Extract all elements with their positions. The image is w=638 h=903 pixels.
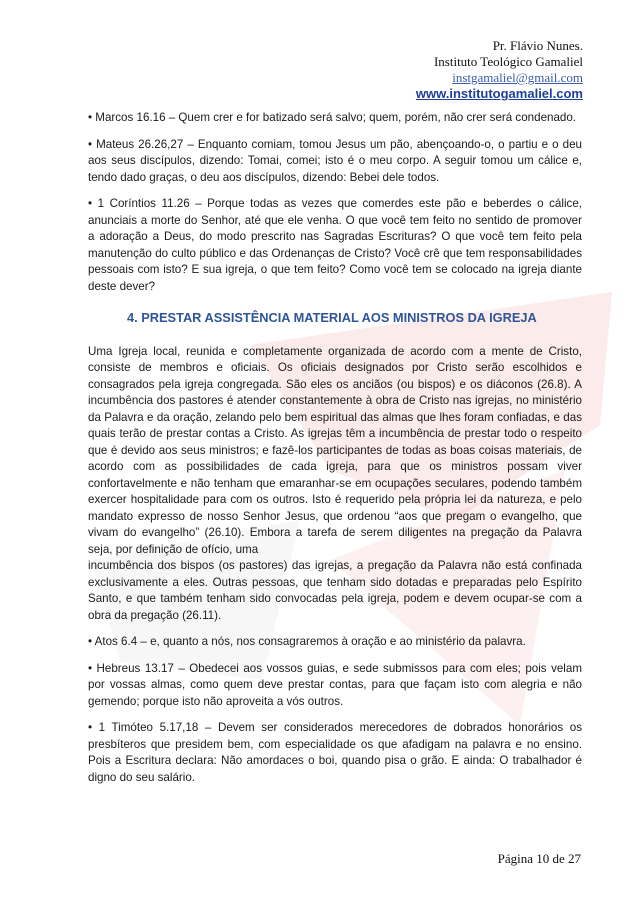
verse-marcos: • Marcos 16.16 – Quem crer e for batizado será salvo; quem, porém, não crer será condenado. (88, 111, 577, 124)
section-paragraph-part2: incumbência dos bispos (os pastores) das igrejas, a pregação da Palavra não está confinada exclusivamente a eles. Outras pessoas, que tenham sido dotadas e preparadas pelo Espírito Santo, e que também tenham sido convocadas pela igreja, podem e devem ocupar-se com a obra da pregação (26.11). (88, 559, 582, 622)
verse-atos: • Atos 6.4 – e, quanto a nós, nos consagraremos à oração e ao ministério da palavra. (88, 635, 526, 648)
verse-corintios: • 1 Coríntios 11.26 – Porque todas as vezes que comerdes este pão e beberdes o cálice, anunciais a morte do Senhor, até que ele venha. O que você tem feito no sentido de promover a adoração a Deus, do modo prescrito nas Sagradas Escrituras? O que você tem feito pela manutenção do culto público e das Ordenanças de Cristo? Você crê que tem responsabilidades pessoais com isto? E sua igreja, o que tem feito? Como você tem se colocado na igreja diante deste dever? (88, 197, 582, 293)
section-paragraph-part1: Uma Igreja local, reunida e completamente organizada de acordo com a mente de Cristo, consiste de membros e oficiais. Os oficiais designados por Cristo serão escolhidos e consagrados pela igreja congregada. São eles os anciãos (ou bispos) e os diáconos (26.8). A incumbência dos pastores é atender constantemente à obra de Cristo nas igrejas, no ministério da Palavra e da oração, zelando pelo bem espiritual das almas que lhes foram confiadas, e das quais terão de prestar contas a Cristo. As igrejas têm a incumbência de prestar todo o respeito que é devido aos seus ministros; e fazê-los participantes de todas as boas coisas materiais, de acordo com as possibilidades de cada igreja, para que os ministros possam viver confortavelmente e não tenham que emaranhar-se em ocupações seculares, podendo também exercer hospitalidade para com os outros. Isto é requerido pela própria lei da natureza, e pelo mandato expresso de nosso Senhor Jesus, que ordenou “aos que pregam o evangelho, que vivam do evangelho” (26.10). Embora a tarefa de serem diligentes na pregação da Palavra seja, por definição de ofício, uma (88, 344, 582, 556)
verse-hebreus: • Hebreus 13.17 – Obedecei aos vossos guias, e sede submissos para com eles; pois velam por vossas almas, como quem deve prestar contas, para que façam isto com alegria e não gemendo; porque isto não aproveita a vós outros. (88, 661, 582, 708)
verse-timoteo: • 1 Timóteo 5.17,18 – Devem ser considerados merecedores de dobrados honorários os presbíteros que presidem bem, com especialidade os que afadigam na palavra e no ensino. Pois a Escritura declara: Não amordaces o boi, quando pisa o grão. E ainda: O trabalhador é digno do seu salário. (88, 721, 582, 784)
section-heading: 4. PRESTAR ASSISTÊNCIA MATERIAL AOS MINISTROS DA IGREJA (127, 310, 537, 325)
page-number: Página 10 de 27 (497, 851, 581, 866)
email-link[interactable]: instgamaliel@gmail.com (452, 70, 583, 85)
author-name: Pr. Flávio Nunes. (492, 38, 583, 53)
website-link[interactable]: www.institutogamaliel.com (415, 86, 583, 101)
verse-mateus: • Mateus 26.26,27 – Enquanto comiam, tomou Jesus um pão, abençoando-o, o partiu e o deu aos seus discípulos, dizendo: Tomai, comei; isto é o meu corpo. A seguir tomou um cálice e, tendo dado graças, o deu aos discípulos, dizendo: Bebei dele todos. (88, 137, 582, 184)
document-header (416, 38, 583, 102)
institute-name: Instituto Teológico Gamaliel (433, 54, 583, 69)
document-body (88, 110, 582, 796)
